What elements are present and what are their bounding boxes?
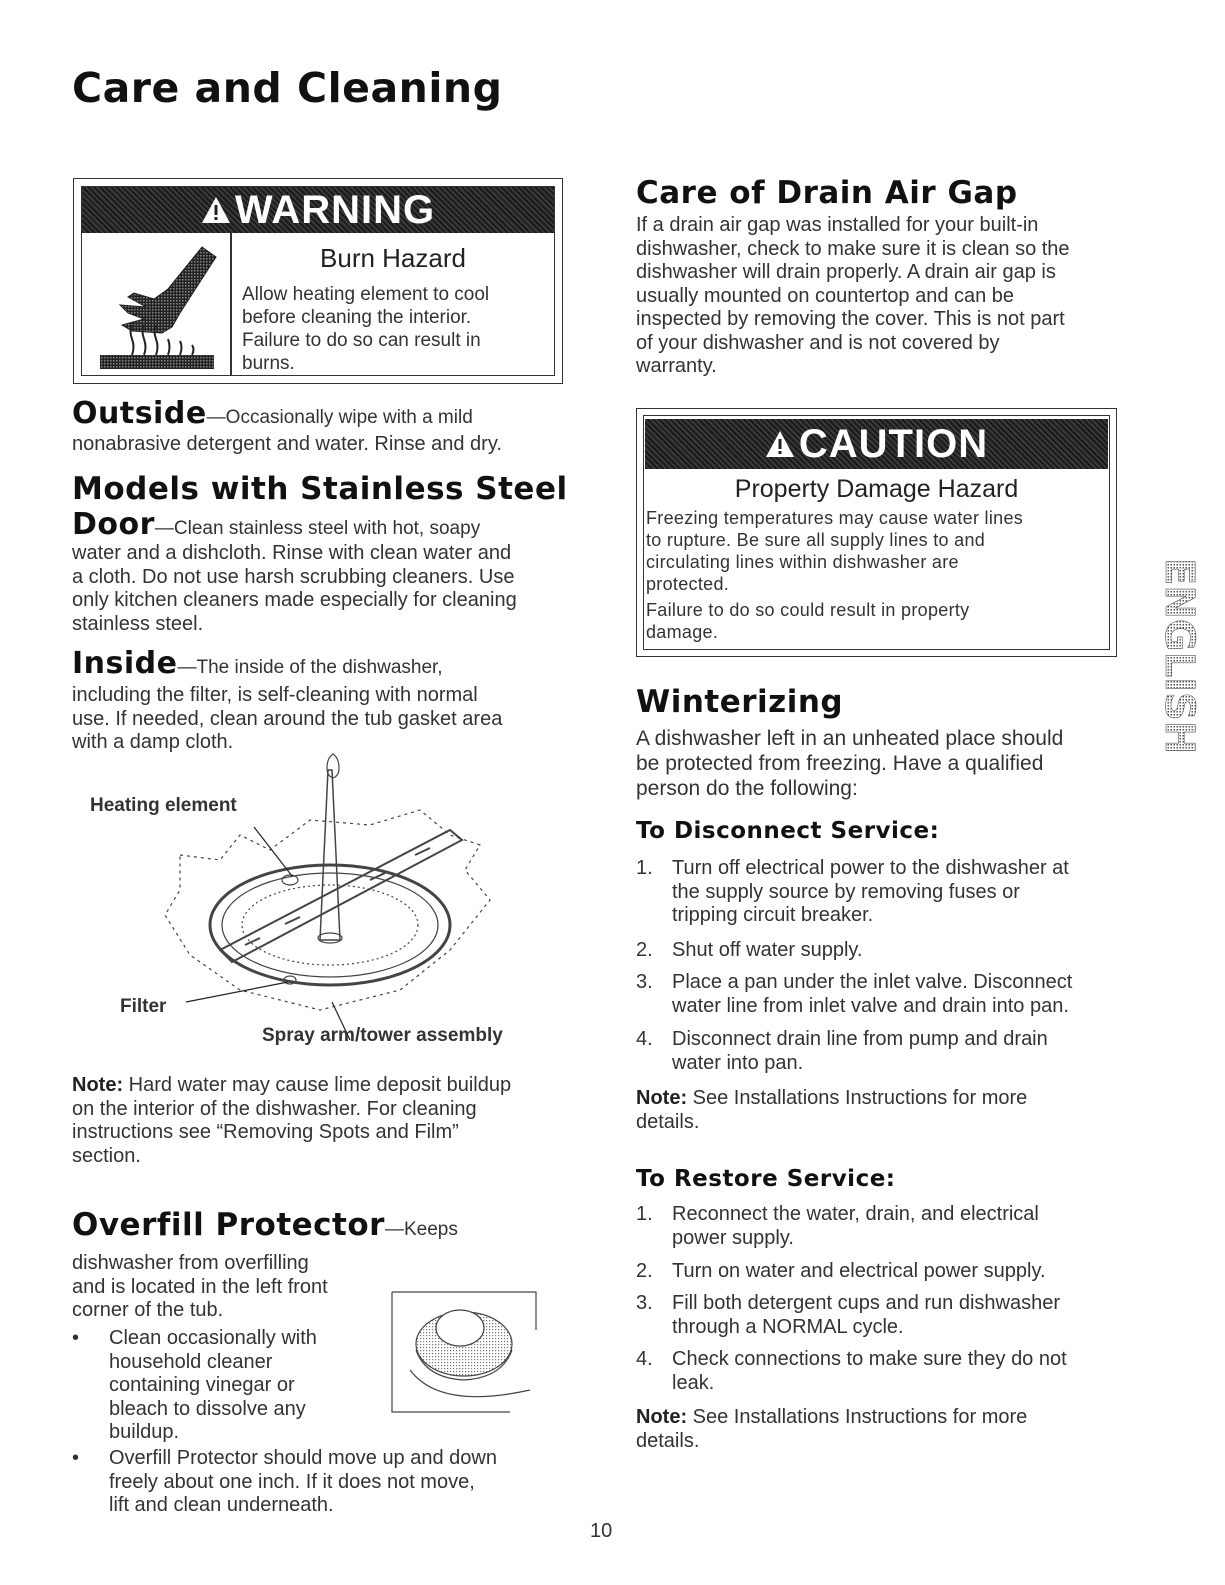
overfill-protector-figure: [390, 1290, 540, 1415]
inside-tail: —The inside of the dishwasher,: [177, 657, 443, 678]
alert-triangle-icon: [201, 195, 231, 225]
text-line: bleach to dissolve any: [109, 1397, 306, 1420]
stainless-heading: Models with Stainless Steel: [72, 471, 568, 507]
text-line: with a damp cloth.: [72, 731, 234, 753]
warning-line: Allow heating element to cool: [242, 284, 490, 305]
warning-signal-word: WARNING: [234, 187, 436, 232]
text-line: section.: [72, 1144, 141, 1167]
step-number: 3.: [636, 971, 653, 993]
text-line: damage.: [646, 622, 719, 642]
air-gap-heading: Care of Drain Air Gap: [636, 175, 1018, 211]
restore-note: [636, 1406, 1027, 1453]
text-line: circulating lines within dishwasher are: [646, 552, 959, 572]
outside-heading-line: [72, 396, 473, 431]
stainless-tail: —Clean stainless steel with hot, soapy: [154, 518, 481, 539]
step-number: 3.: [636, 1292, 653, 1314]
text-line: corner of the tub.: [72, 1299, 224, 1321]
text-line: power supply.: [672, 1226, 794, 1249]
text-line: Check connections to make sure they do not: [672, 1348, 1067, 1370]
label-spray-arm: Spray arm/tower assembly: [262, 1025, 503, 1046]
label-filter: Filter: [120, 996, 167, 1017]
stainless-body: [72, 542, 517, 636]
page-number: 10: [590, 1520, 613, 1542]
text-line: Turn on water and electrical power supply.: [672, 1260, 1046, 1282]
caution-signal-word: CAUTION: [798, 421, 989, 466]
step-number: 2.: [636, 939, 653, 961]
page-title: Care and Cleaning: [72, 64, 503, 112]
inside-heading: Inside: [72, 646, 178, 681]
overfill-bullet-2: [72, 1447, 497, 1518]
text-line: through a NORMAL cycle.: [672, 1315, 904, 1338]
disconnect-heading: To Disconnect Service:: [636, 818, 940, 844]
text-line: on the interior of the dishwasher. For cleaning: [72, 1097, 477, 1120]
warning-text: [242, 283, 544, 375]
text-line: including the filter, is self-cleaning with normal: [72, 684, 478, 706]
text-line: water and a dishcloth. Rinse with clean water and: [72, 542, 512, 564]
text-line: be protected from freezing. Have a qualified: [636, 752, 1044, 775]
restore-step-1: [636, 1203, 1039, 1250]
outside-tail: —Occasionally wipe with a mild: [206, 407, 473, 428]
text-line: instructions see “Removing Spots and Film”: [72, 1121, 459, 1143]
text-line: a cloth. Do not use harsh scrubbing cleaners. Use: [72, 565, 515, 588]
english-side-tab: [1122, 556, 1202, 776]
winterizing-body: [636, 726, 1063, 801]
text-line: and is located in the left front: [72, 1275, 328, 1298]
text-line: Reconnect the water, drain, and electrical: [672, 1203, 1039, 1225]
stainless-heading-door: Door: [72, 507, 155, 542]
text-line: inspected by removing the cover. This is not part: [636, 308, 1065, 330]
text-line: Clean occasionally with: [109, 1327, 317, 1349]
text-line: of your dishwasher and is not covered by: [636, 331, 1000, 354]
text-line: household cleaner: [109, 1350, 273, 1373]
text-line: If a drain air gap was installed for your built-in: [636, 214, 1039, 236]
stainless-heading-line: [72, 507, 480, 542]
text-line: dishwasher from overfilling: [72, 1252, 309, 1274]
restore-step-2: [636, 1260, 1046, 1284]
text-line: dishwasher, check to make sure it is clean so the: [636, 237, 1070, 260]
text-line: tripping circuit breaker.: [672, 904, 874, 926]
text-line: details.: [636, 1110, 700, 1133]
label-heating-element: Heating element: [90, 795, 237, 816]
text-line: stainless steel.: [72, 612, 204, 635]
warning-line: burns.: [242, 353, 295, 374]
text-line: warranty.: [636, 355, 717, 377]
text-line: dishwasher will drain properly. A drain air gap is: [636, 261, 1056, 283]
restore-heading: To Restore Service:: [636, 1166, 896, 1192]
overfill-heading-line: [72, 1207, 458, 1243]
text-line: See Installations Instructions for more: [687, 1087, 1028, 1109]
bullet-icon: •: [72, 1447, 80, 1469]
text-line: lift and clean underneath.: [109, 1494, 334, 1516]
note-hard-water: [72, 1074, 511, 1168]
text-line: buildup.: [109, 1421, 180, 1443]
alert-triangle-icon: [765, 429, 795, 459]
text-line: A dishwasher left in an unheated place should: [636, 727, 1064, 750]
text-line: person do the following:: [636, 777, 858, 800]
heating-element-leader: [254, 827, 292, 876]
text-line: water into pan.: [672, 1051, 804, 1074]
warning-box: [73, 178, 563, 384]
step-number: 2.: [636, 1260, 653, 1282]
text-line: only kitchen cleaners made especially for cleaning: [72, 589, 517, 611]
step-number: 1.: [636, 857, 653, 879]
text-line: See Installations Instructions for more: [687, 1406, 1028, 1428]
text-line: containing vinegar or: [109, 1374, 295, 1396]
text-line: to rupture. Be sure all supply lines to and: [646, 530, 986, 550]
note-label: Note:: [636, 1087, 688, 1109]
text-line: Freezing temperatures may cause water lines: [646, 508, 1024, 528]
step-number: 4.: [636, 1028, 653, 1050]
restore-step-4: [636, 1348, 1067, 1395]
overfill-bullet-1: [72, 1327, 317, 1445]
text-line: freely about one inch. If it does not move,: [109, 1470, 475, 1493]
caution-para-1: [646, 507, 1106, 595]
text-line: usually mounted on countertop and can be: [636, 284, 1015, 307]
text-line: Hard water may cause lime deposit buildup: [123, 1074, 512, 1096]
text-line: water line from inlet valve and drain into pan.: [672, 994, 1069, 1017]
restore-step-3: [636, 1292, 1061, 1339]
disconnect-step-1: [636, 857, 1069, 928]
text-line: Overfill Protector should move up and down: [109, 1447, 497, 1469]
disconnect-step-4: [636, 1028, 1048, 1075]
step-number: 1.: [636, 1203, 653, 1225]
warning-line: before cleaning the interior.: [242, 307, 472, 328]
text-line: leak.: [672, 1371, 715, 1394]
text-line: protected.: [646, 574, 730, 594]
text-line: Turn off electrical power to the dishwasher at: [672, 857, 1069, 879]
overfill-tail: —Keeps: [384, 1219, 458, 1240]
caution-title: Property Damage Hazard: [734, 475, 1019, 503]
disconnect-step-2: [636, 939, 863, 963]
outside-body: nonabrasive detergent and water. Rinse and dry.: [72, 433, 502, 455]
inside-heading-line: [72, 646, 443, 681]
text-line: Disconnect drain line from pump and drain: [672, 1028, 1048, 1050]
side-tab-text: ENGLISH: [1156, 558, 1202, 755]
outside-heading: Outside: [72, 396, 207, 431]
bullet-icon: •: [72, 1327, 80, 1349]
winterizing-heading: Winterizing: [636, 684, 844, 720]
disconnect-note: [636, 1087, 1027, 1134]
text-line: the supply source by removing fuses or: [672, 880, 1020, 903]
caution-para-2: [646, 599, 1106, 643]
note-label: Note:: [72, 1074, 124, 1096]
caution-box: [636, 408, 1117, 657]
air-gap-body: [636, 214, 1070, 379]
text-line: details.: [636, 1429, 700, 1452]
caution-signal-bar: [645, 419, 1108, 469]
text-line: use. If needed, clean around the tub gasket area: [72, 707, 503, 730]
warning-title: Burn Hazard: [320, 243, 466, 273]
hot-surface-hand-icon: [92, 243, 222, 373]
filter-leader: [186, 982, 288, 1002]
overfill-heading: Overfill Protector: [72, 1207, 385, 1243]
text-line: Shut off water supply.: [672, 939, 863, 961]
warning-signal-bar: [82, 187, 554, 233]
text-line: Failure to do so could result in property: [646, 600, 970, 620]
text-line: Place a pan under the inlet valve. Disconnect: [672, 971, 1073, 993]
overfill-intro: [72, 1252, 328, 1323]
text-line: Fill both detergent cups and run dishwasher: [672, 1292, 1061, 1314]
disconnect-step-3: [636, 971, 1073, 1018]
step-number: 4.: [636, 1348, 653, 1370]
warning-line: Failure to do so can result in: [242, 330, 481, 351]
note-label: Note:: [636, 1406, 688, 1428]
